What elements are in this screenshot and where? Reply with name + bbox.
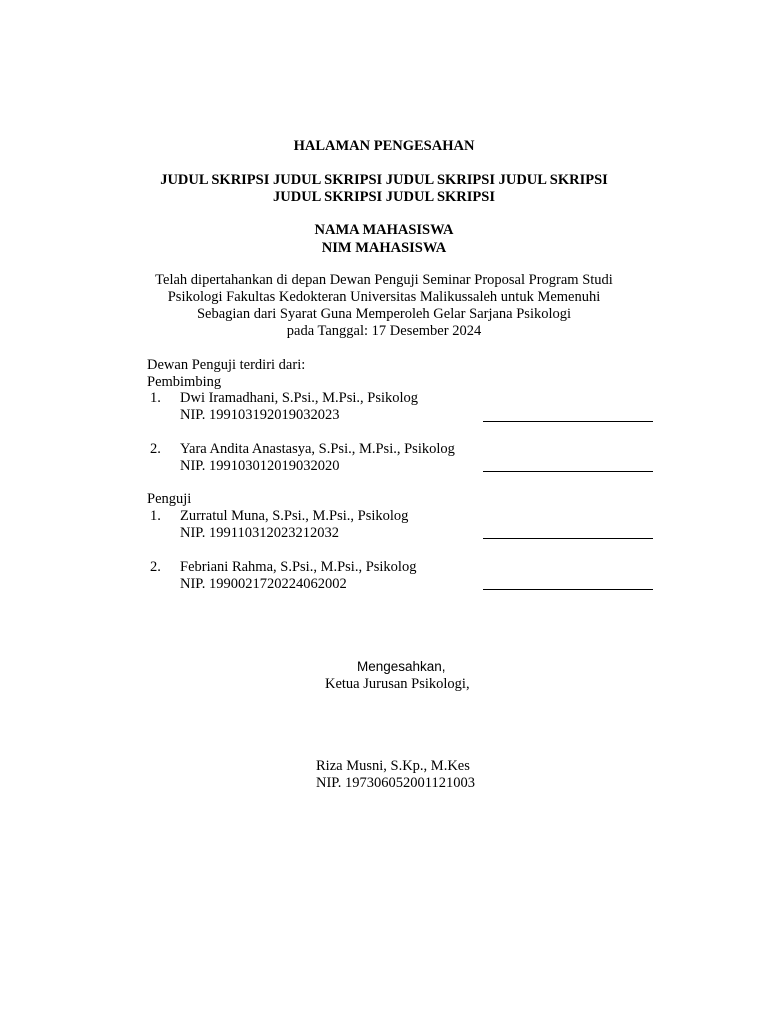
board-intro: Dewan Penguji terdiri dari:: [147, 357, 306, 373]
statement-line-1: Telah dipertahankan di depan Dewan Penguji Seminar Proposal Program Studi: [155, 272, 613, 288]
statement-line-4: pada Tanggal: 17 Desember 2024: [286, 323, 482, 339]
examiner-1-signature-line: [483, 537, 653, 539]
examiner-1-name: Zurratul Muna, S.Psi., M.Psi., Psikolog: [180, 508, 409, 524]
supervisor-1-name: Dwi Iramadhani, S.Psi., M.Psi., Psikolog: [180, 390, 419, 406]
supervisor-2-signature-line: [483, 470, 653, 472]
statement-line-3: Sebagian dari Syarat Guna Memperoleh Gelar Sarjana Psikologi: [196, 306, 572, 322]
approver-name: Riza Musni, S.Kp., M.Kes: [316, 758, 470, 774]
examiner-2-signature-line: [483, 588, 653, 590]
page-title: HALAMAN PENGESAHAN: [293, 138, 475, 154]
supervisor-1-number: 1.: [150, 390, 161, 406]
supervisor-2-name: Yara Andita Anastasya, S.Psi., M.Psi., Psikolog: [180, 441, 455, 457]
statement-line-2: Psikologi Fakultas Kedokteran Universitas Malikussaleh untuk Memenuhi: [167, 289, 601, 305]
approver-nip: NIP. 197306052001121003: [316, 775, 475, 791]
examiner-1-number: 1.: [150, 508, 161, 524]
approval-position: Ketua Jurusan Psikologi,: [325, 676, 470, 692]
thesis-title-line-1: JUDUL SKRIPSI JUDUL SKRIPSI JUDUL SKRIPSI JUDUL SKRIPSI: [160, 172, 608, 188]
examiner-2-number: 2.: [150, 559, 161, 575]
supervisor-heading: Pembimbing: [147, 374, 222, 390]
supervisor-2-nip: NIP. 199103012019032020: [180, 458, 340, 474]
supervisor-2-number: 2.: [150, 441, 161, 457]
student-nim: NIM MAHASISWA: [321, 240, 447, 256]
approval-label: Mengesahkan,: [357, 659, 446, 674]
supervisor-1-nip: NIP. 199103192019032023: [180, 407, 340, 423]
thesis-title-line-2: JUDUL SKRIPSI JUDUL SKRIPSI: [273, 189, 495, 205]
supervisor-1-signature-line: [483, 420, 653, 422]
examiner-2-nip: NIP. 1990021720224062002: [180, 576, 347, 592]
examiner-2-name: Febriani Rahma, S.Psi., M.Psi., Psikolog: [180, 559, 417, 575]
student-name: NAMA MAHASISWA: [314, 222, 454, 238]
examiner-1-nip: NIP. 199110312023212032: [180, 525, 339, 541]
examiner-heading: Penguji: [147, 491, 192, 507]
